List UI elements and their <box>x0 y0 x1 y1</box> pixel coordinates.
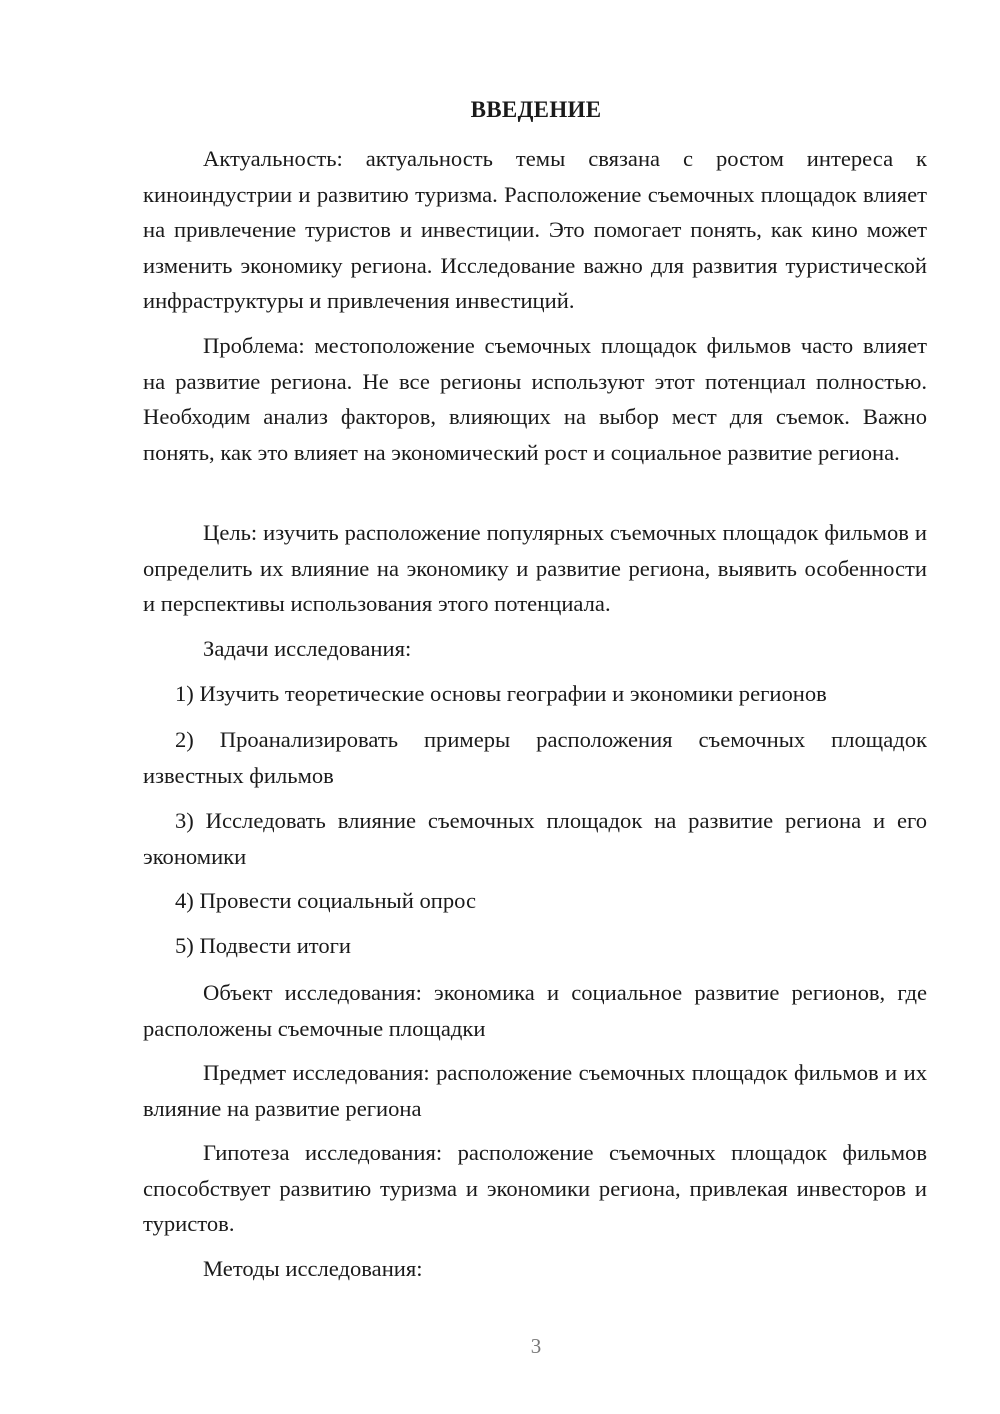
tasks-heading: Задачи исследования: <box>203 636 412 661</box>
task-item-1: 1) Изучить теоретические основы географии и экономики регионов <box>175 681 827 706</box>
methods-heading: Методы исследования: <box>203 1256 423 1281</box>
paragraph-subject: Предмет исследования: расположение съемочных площадок фильмов и их влияние на развитие региона <box>143 1060 927 1121</box>
task-item-3: 3) Исследовать влияние съемочных площадок на развитие региона и его экономики <box>143 808 927 869</box>
paragraph-object: Объект исследования: экономика и социальное развитие регионов, где расположены съемочные площадки <box>143 980 927 1041</box>
task-item-2: 2) Проанализировать примеры расположения съемочных площадок известных фильмов <box>143 727 927 788</box>
task-item-4: 4) Провести социальный опрос <box>175 888 477 913</box>
paragraph-problem: Проблема: местоположение съемочных площадок фильмов часто влияет на развитие региона. Не все регионы используют этот потенциал полностью. Необходим анализ факторов, влияющих на выбор мест для съемок. Важно понять, как это влияет на экономический рост и социальное развитие региона. <box>143 333 927 465</box>
page-number: 3 <box>530 1334 542 1358</box>
task-item-5: 5) Подвести итоги <box>175 933 352 958</box>
paragraph-relevance: Актуальность: актуальность темы связана с ростом интереса к киноиндустрии и развитию туризма. Расположение съемочных площадок влияет на привлечение туристов и инвестиции. Это помогает понять, как кино может изменить экономику региона. Исследование важно для развития туристической инфраструктуры и привлечения инвестиций. <box>143 146 927 313</box>
page-title: ВВЕДЕНИЕ <box>470 97 602 122</box>
paragraph-goal: Цель: изучить расположение популярных съемочных площадок фильмов и определить их влияние на экономику и развитие региона, выявить особенности и перспективы использования этого потенциала. <box>143 520 927 616</box>
paragraph-hypothesis: Гипотеза исследования: расположение съемочных площадок фильмов способствует развитию туризма и экономики региона, привлекая инвесторов и туристов. <box>143 1140 927 1236</box>
